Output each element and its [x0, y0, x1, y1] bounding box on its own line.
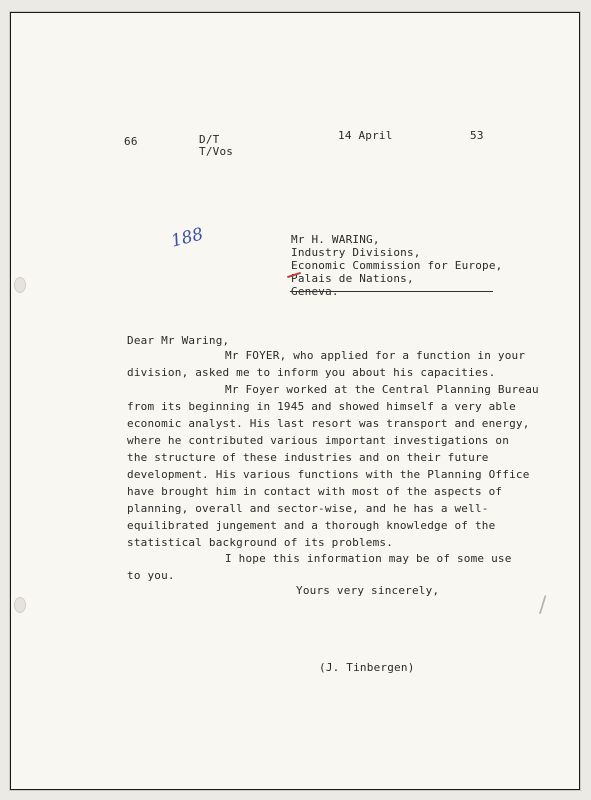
- body-line: have brought him in contact with most of the aspects of: [127, 485, 503, 498]
- document-number: 66: [124, 135, 138, 148]
- reference-line-2: T/Vos: [199, 145, 234, 158]
- address-line-5: Geneva.: [291, 285, 339, 298]
- letter-date: 14 April: [338, 129, 393, 142]
- body-line: to you.: [127, 569, 175, 582]
- body-line: Mr Foyer worked at the Central Planning Bureau: [225, 383, 539, 396]
- address-line-2: Industry Divisions,: [291, 246, 421, 259]
- body-line: the structure of these industries and on their future: [127, 451, 489, 464]
- address-underline: [290, 291, 493, 292]
- punch-hole-bottom: [14, 597, 26, 613]
- body-line: development. His various functions with the Planning Office: [127, 468, 530, 481]
- reference-line-1: D/T: [199, 133, 220, 146]
- body-line: planning, overall and sector-wise, and he has a well-: [127, 502, 489, 515]
- body-line: division, asked me to inform you about his capacities.: [127, 366, 496, 379]
- handwritten-note: 188: [169, 224, 206, 252]
- body-line: equilibrated jungement and a thorough knowledge of the: [127, 519, 496, 532]
- body-line: I hope this information may be of some use: [225, 552, 512, 565]
- body-line: Mr FOYER, who applied for a function in your: [225, 349, 526, 362]
- punch-hole-top: [14, 277, 26, 293]
- closing: Yours very sincerely,: [296, 584, 440, 597]
- body-line: statistical background of its problems.: [127, 536, 394, 549]
- body-line: from its beginning in 1945 and showed himself a very able: [127, 400, 516, 413]
- body-line: economic analyst. His last resort was transport and energy,: [127, 417, 530, 430]
- letter-year: 53: [470, 129, 484, 142]
- body-line: where he contributed various important investigations on: [127, 434, 510, 447]
- signature: (J. Tinbergen): [319, 661, 415, 674]
- edge-mark: /: [539, 593, 547, 618]
- address-line-4: Palais de Nations,: [291, 272, 414, 285]
- address-line-3: Economic Commission for Europe,: [291, 259, 503, 272]
- address-line-1: Mr H. WARING,: [291, 233, 380, 246]
- salutation: Dear Mr Waring,: [127, 334, 230, 347]
